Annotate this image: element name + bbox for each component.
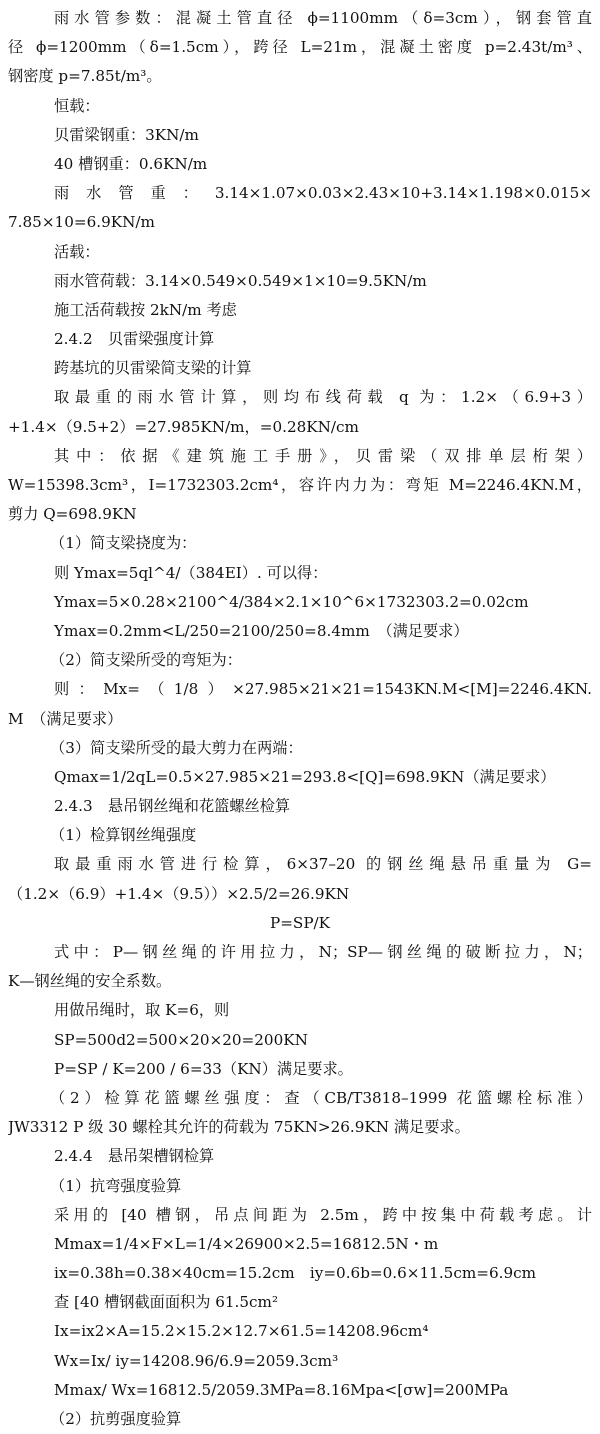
text-line: 取最重的雨水管计算，则均布线荷载 q 为：1.2×（6.9+3） [54,388,592,407]
text-line: 跨基坑的贝雷梁简支梁的计算 [54,359,252,378]
text-line: 则 Ymax=5ql^4/（384EI）. 可以得： [54,563,328,582]
section-heading: 2.4.3 悬吊钢丝绳和花篮螺丝检算 [54,797,291,816]
text-line: Qmax=1/2qL=0.5×27.985×21=293.8<[Q]=698.9KN（满足要求） [54,767,556,786]
text-line: P=SP / K=200 / 6=33（KN）满足要求。 [54,1059,353,1078]
text-line: 式中：P—钢丝绳的许用拉力，N；SP—钢丝绳的破断拉力，N； [54,943,592,961]
text-line: ix=0.38h=0.38×40cm=15.2cm iy=0.6b=0.6×11.5cm=6.9cm [54,1264,537,1283]
text-line: （1）抗弯强度验算 [50,1176,182,1195]
text-line: （2）抗剪强度验算 [50,1410,182,1428]
formula-line: P=SP/K [269,913,331,932]
text-line: 则：Mx=（1/8）×27.985×21×21=1543KN.M<[M]=2246.4KN. [54,680,592,699]
text-line: （2）简支梁所受的弯矩为： [50,651,242,670]
section-heading: 2.4.2 贝雷梁强度计算 [54,330,215,349]
text-line: （1）检算钢丝绳强度 [50,826,197,845]
text-line: Mmax=1/4×F×L=1/4×26900×2.5=16812.5N・m [54,1234,439,1253]
text-line: 其中：依据《建筑施工手册》，贝雷梁（双排单层桁架） [54,446,592,465]
text-line: （2）检算花篮螺丝强度：查（CB/T3818–1999 花篮螺栓标准） [50,1088,592,1107]
text-line: 雨水管参数：混凝土管直径 ϕ=1100mm（δ=3cm），钢套管直 [54,9,592,27]
text-line: （1）简支梁挠度为： [50,534,197,553]
text-line: SP=500d2=500×20×20=200KN [54,1030,308,1049]
text-line: K—钢丝绳的安全系数。 [8,972,172,991]
text-line: 查 [40 槽钢截面面积为 61.5cm² [54,1293,279,1312]
text-line: 取最重雨水管进行检算，6×37–20 的钢丝绳悬吊重量为 G= [54,855,592,874]
text-line: +1.4×（9.5+2）=27.985KN/m，=0.28KN/cm [8,417,359,436]
text-line: 贝雷梁钢重：3KN/m [54,125,199,144]
text-line: 7.85×10=6.9KN/m [8,213,155,232]
text-line: （1.2×（6.9）+1.4×（9.5））×2.5/2=26.9KN [8,884,350,903]
section-heading: 2.4.4 悬吊架槽钢检算 [54,1147,215,1166]
text-line: 施工活荷载按 2kN/m 考虑 [54,300,237,319]
text-line: 剪力 Q=698.9KN [8,505,137,524]
text-line: 雨水管重：3.14×1.07×0.03×2.43×10+3.14×1.198×0.015× [54,184,592,203]
text-line: Wx=Ix/ iy=14208.96/6.9=2059.3cm³ [54,1351,339,1370]
text-line: Ymax=0.2mm<L/250=2100/250=8.4mm （满足要求） [54,621,469,640]
text-line: 钢密度 p=7.85t/m³。 [8,67,162,86]
text-line: 径 ϕ=1200mm（δ=1.5cm），跨径 L=21m，混凝土密度 p=2.43t/m³、 [8,38,592,57]
text-line: 采用的 [40 槽钢，吊点间距为 2.5m，跨中按集中荷载考虑。计 [54,1205,592,1224]
text-line: 活载： [54,242,100,261]
text-line: JW3312 P 级 30 螺栓其允许的荷载为 75KN>26.9KN 满足要求。 [8,1118,470,1137]
text-line: （3）简支梁所受的最大剪力在两端： [50,738,303,757]
text-line: 40 槽钢重：0.6KN/m [54,154,208,173]
text-line: 雨水管荷载：3.14×0.549×0.549×1×10=9.5KN/m [54,271,427,290]
text-line: 用做吊绳时，取 K=6，则 [54,1001,230,1020]
text-line: M （满足要求） [8,709,123,728]
text-line: 恒载： [54,96,100,115]
text-line: Ymax=5×0.28×2100^4/384×2.1×10^6×1732303.2=0.02cm [54,592,529,611]
text-line: Mmax/ Wx=16812.5/2059.3MPa=8.16Mpa<[σw]=200MPa [54,1380,509,1399]
text-line: Ix=ix2×A=15.2×15.2×12.7×61.5=14208.96cm⁴ [54,1322,429,1341]
text-line: W=15398.3cm³，I=1732303.2cm⁴，容许内力为：弯矩 M=2246.4KN.M， [8,476,592,494]
